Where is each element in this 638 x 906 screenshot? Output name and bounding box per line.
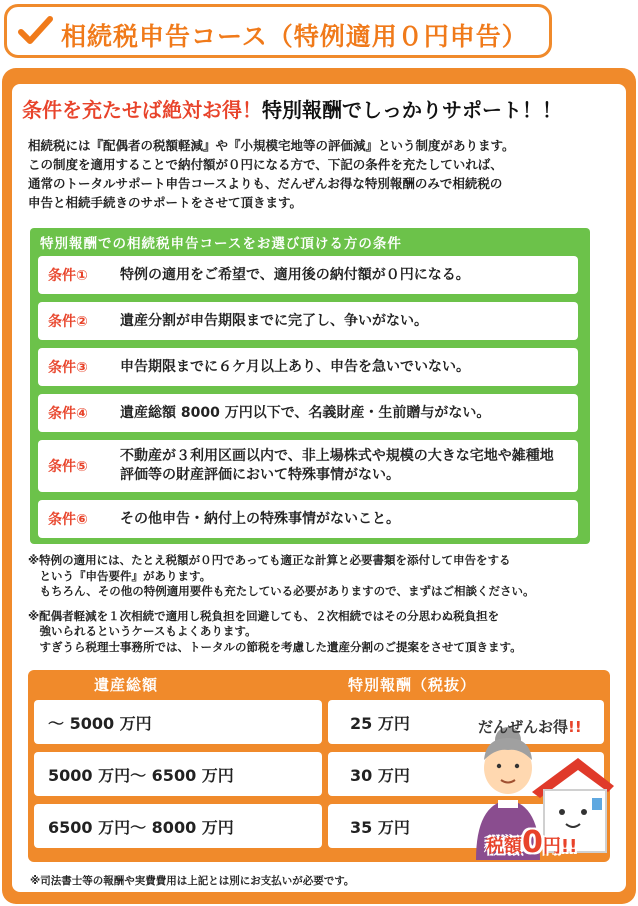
condition-row [38, 256, 578, 294]
note-line: ※特例の適用には、たとえ税額が０円であっても適正な計算と必要書類を添付して申告をする [28, 553, 511, 567]
condition-row [38, 348, 578, 386]
notes [28, 553, 628, 655]
condition-text: 申告期限までに６ケ月以上あり、申告を急いでいない。 [120, 358, 470, 375]
fee-amount-cell: 25 万円 [328, 700, 604, 744]
page-title: 相続税申告コース（特例適用０円申告） [61, 22, 528, 51]
conditions-box [30, 228, 590, 544]
deal-mark: !! [568, 718, 582, 736]
condition-label: 条件② [48, 314, 88, 330]
headline [22, 94, 562, 123]
condition-label: 条件① [48, 268, 88, 284]
deal-caption [478, 716, 582, 737]
condition-text: 遺産総額 8000 万円以下で、名義財産・生前贈与がない。 [120, 404, 491, 421]
condition-row [38, 500, 578, 538]
note-line: ※配偶者軽減を１次相続で適用し税負担を回避しても、２次相続ではその分思わぬ税負担を [28, 608, 500, 623]
conditions-header: 特別報酬での相続税申告コースをお選び頂ける方の条件 [40, 236, 402, 252]
condition-row [38, 394, 578, 432]
check-icon [17, 13, 53, 49]
condition-text: 特例の適用をご希望で、適用後の納付額が０円になる。 [120, 266, 470, 283]
condition-row [38, 302, 578, 340]
condition-label: 条件④ [48, 406, 88, 422]
zero-amount: 0 [522, 825, 543, 860]
condition-text: その他申告・納付上の特殊事情がないこと。 [120, 510, 400, 527]
title-tab [4, 4, 552, 58]
condition-label: 条件⑥ [48, 512, 88, 528]
headline-rest: 特別報酬でしっかりサポート！！ [262, 98, 562, 122]
fee-header-estate: 遺産総額 [94, 676, 159, 694]
deal-text: だんぜんお得 [478, 718, 569, 736]
yen-label: 円 [542, 836, 561, 857]
fee-estate-cell: ～ 5000 万円 [34, 700, 322, 744]
fee-amount-cell: 35 万円 [328, 804, 604, 848]
intro-paragraph [28, 136, 618, 212]
condition-label: 条件⑤ [48, 459, 88, 475]
intro-line: 通常のトータルサポート申告コースよりも、だんぜんお得な特別報酬のみで相続税の [28, 176, 503, 191]
zero-mark: !! [560, 836, 578, 857]
note-line: すぎうら税理士事務所では、トータルの節税を考慮した遺産分割のご提案をさせて頂きます。 [28, 639, 522, 654]
intro-line: 申告と相続手続きのサポートをさせて頂きます。 [28, 195, 303, 210]
note-line: 強いられるというケースもよくあります。 [28, 624, 257, 638]
intro-line: この制度を適用することで納付額が０円になる方で、下記の条件を充たしていれば、 [28, 157, 503, 172]
headline-highlight: 条件を充たせば絶対お得！ [22, 98, 262, 122]
note-line: もちろん、その他の特例適用要件も充たしている必要がありますので、まずはご相談ください。 [28, 584, 535, 598]
footnote: ※司法書士等の報酬や実費費用は上記とは別にお支払いが必要です。 [30, 875, 355, 887]
condition-text: 遺産分割が申告期限までに完了し、争いがない。 [120, 312, 428, 329]
fee-amount-cell: 30 万円 [328, 752, 604, 796]
fee-estate-cell: 5000 万円～ 6500 万円 [34, 752, 322, 796]
fee-estate-cell: 6500 万円～ 8000 万円 [34, 804, 322, 848]
note-line: という『申告要件』があります。 [28, 568, 212, 583]
zero-tax-badge [486, 825, 577, 860]
condition-label: 条件③ [48, 360, 88, 376]
condition-text: 不動産が３利用区画以内で、非上場株式や規模の大きな宅地や雑種地評価等の財産評価において特殊事情がない。 [120, 448, 554, 483]
condition-row [38, 440, 578, 492]
tax-label: 税額 [486, 836, 522, 857]
intro-line: 相続税には『配偶者の税額軽減』や『小規模宅地等の評価減』という制度があります。 [28, 138, 515, 153]
fee-header-fee: 特別報酬（税抜） [348, 676, 477, 694]
